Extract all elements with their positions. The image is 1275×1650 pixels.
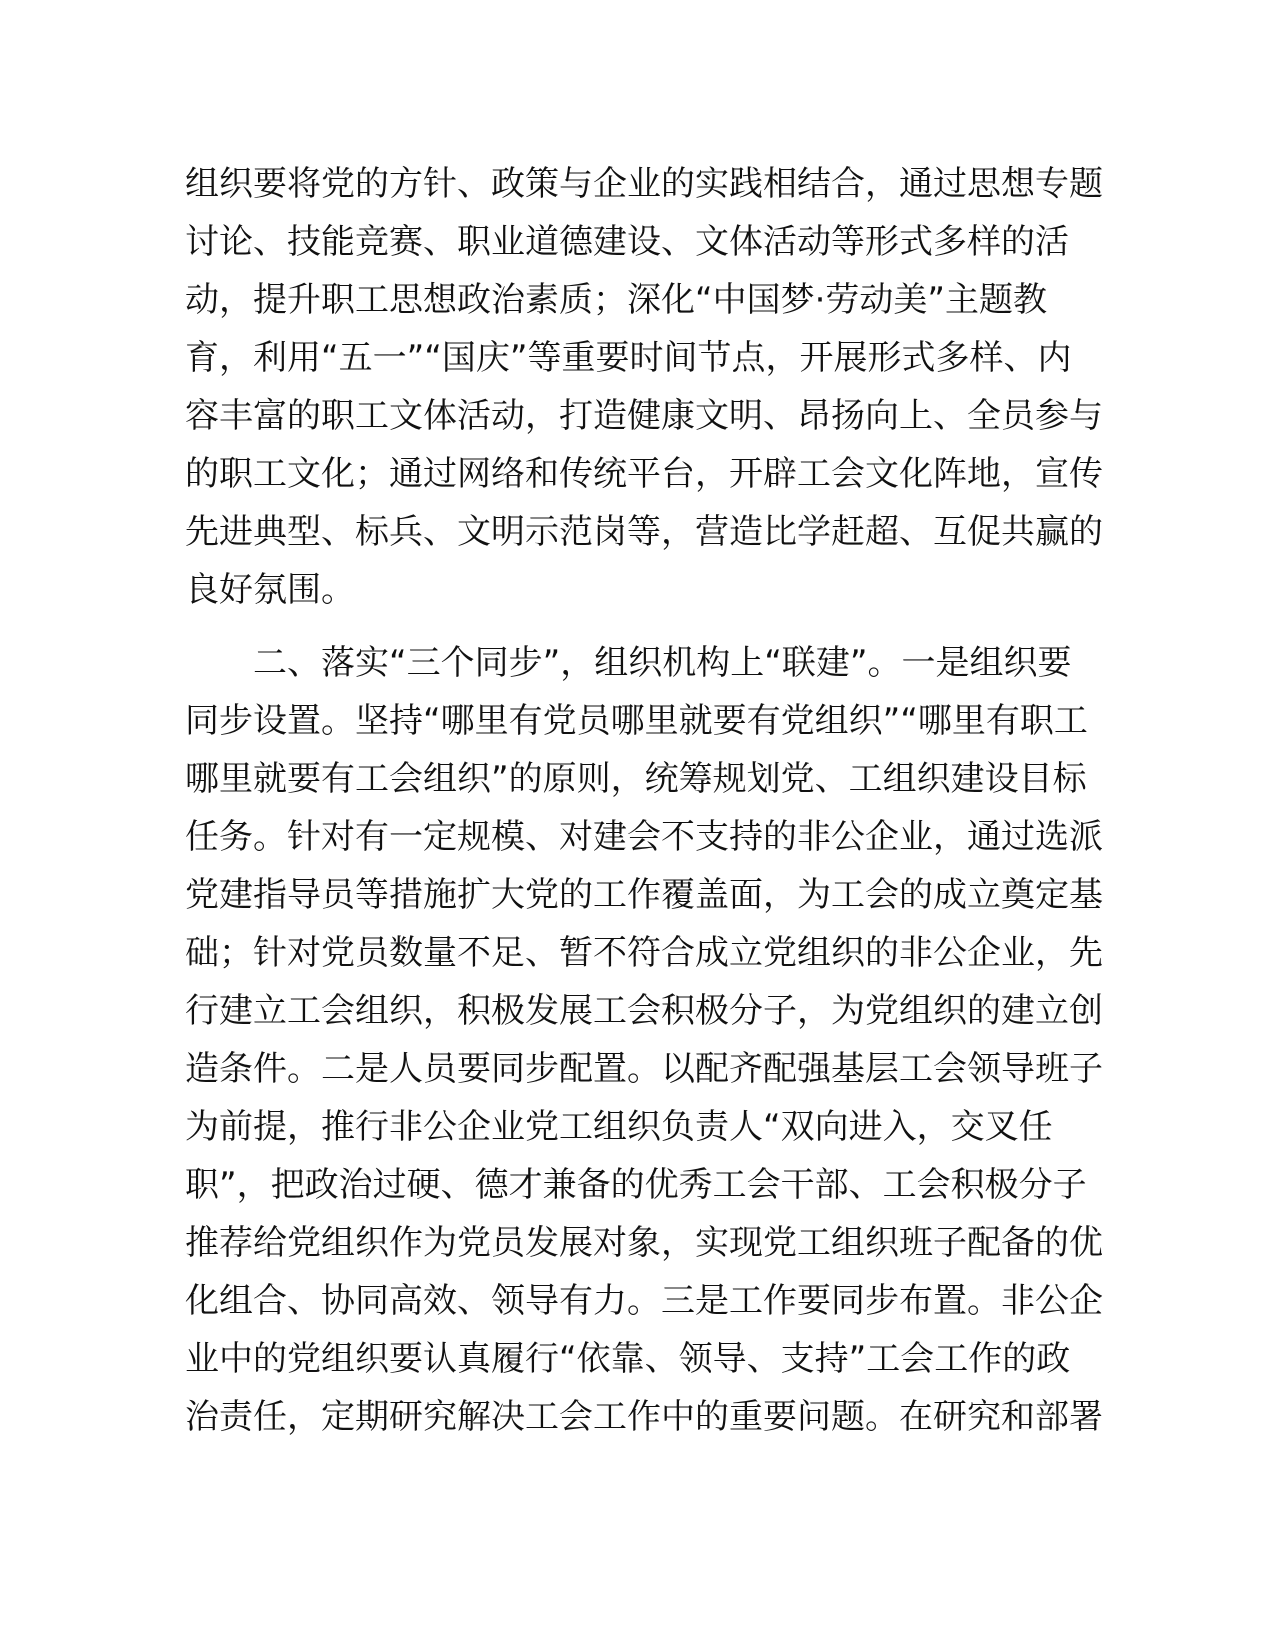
- text-line: 讨论、技能竞赛、职业道德建设、文体活动等形式多样的活: [185, 222, 1069, 262]
- text-line: 组织要将党的方针、政策与企业的实践相结合，通过思想专题: [185, 164, 1103, 204]
- paragraph-2: [185, 634, 1103, 1446]
- text-line: 推荐给党组织作为党员发展对象，实现党工组织班子配备的优: [185, 1223, 1103, 1263]
- text-line: 动，提升职工思想政治素质；深化“中国梦·劳动美”主题教: [185, 280, 1048, 320]
- text-line: 为前提，推行非公企业党工组织负责人“双向进入，交叉任: [185, 1107, 1053, 1147]
- text-line: 先进典型、标兵、文明示范岗等，营造比学赶超、互促共赢的: [185, 512, 1103, 552]
- text-line: 业中的党组织要认真履行“依靠、领导、支持”工会工作的政: [185, 1339, 1071, 1379]
- text-line: 良好氛围。: [185, 570, 355, 610]
- text-line: 造条件。二是人员要同步配置。以配齐配强基层工会领导班子: [185, 1049, 1103, 1089]
- text-line: 任务。针对有一定规模、对建会不支持的非公企业，通过选派: [185, 817, 1103, 857]
- text-line: 的职工文化；通过网络和传统平台，开辟工会文化阵地，宣传: [185, 454, 1103, 494]
- text-line: 础；针对党员数量不足、暂不符合成立党组织的非公企业，先: [185, 933, 1103, 973]
- text-line: 二、落实“三个同步”，组织机构上“联建”。一是组织要: [185, 643, 1072, 683]
- text-line: 容丰富的职工文体活动，打造健康文明、昂扬向上、全员参与: [185, 396, 1103, 436]
- text-line: 育，利用“五一”“国庆”等重要时间节点，开展形式多样、内: [185, 338, 1072, 378]
- text-line: 职”，把政治过硬、德才兼备的优秀工会干部、工会积极分子: [185, 1165, 1087, 1205]
- text-line: 哪里就要有工会组织”的原则，统筹规划党、工组织建设目标: [185, 759, 1087, 799]
- text-line: 同步设置。坚持“哪里有党员哪里就要有党组织”“哪里有职工: [185, 701, 1088, 741]
- text-line: 党建指导员等措施扩大党的工作覆盖面，为工会的成立奠定基: [185, 875, 1103, 915]
- paragraph-1: [185, 155, 1103, 619]
- text-line: 化组合、协同高效、领导有力。三是工作要同步布置。非公企: [185, 1281, 1103, 1321]
- text-line: 行建立工会组织，积极发展工会积极分子，为党组织的建立创: [185, 991, 1103, 1031]
- text-line: 治责任，定期研究解决工会工作中的重要问题。在研究和部署: [185, 1397, 1103, 1437]
